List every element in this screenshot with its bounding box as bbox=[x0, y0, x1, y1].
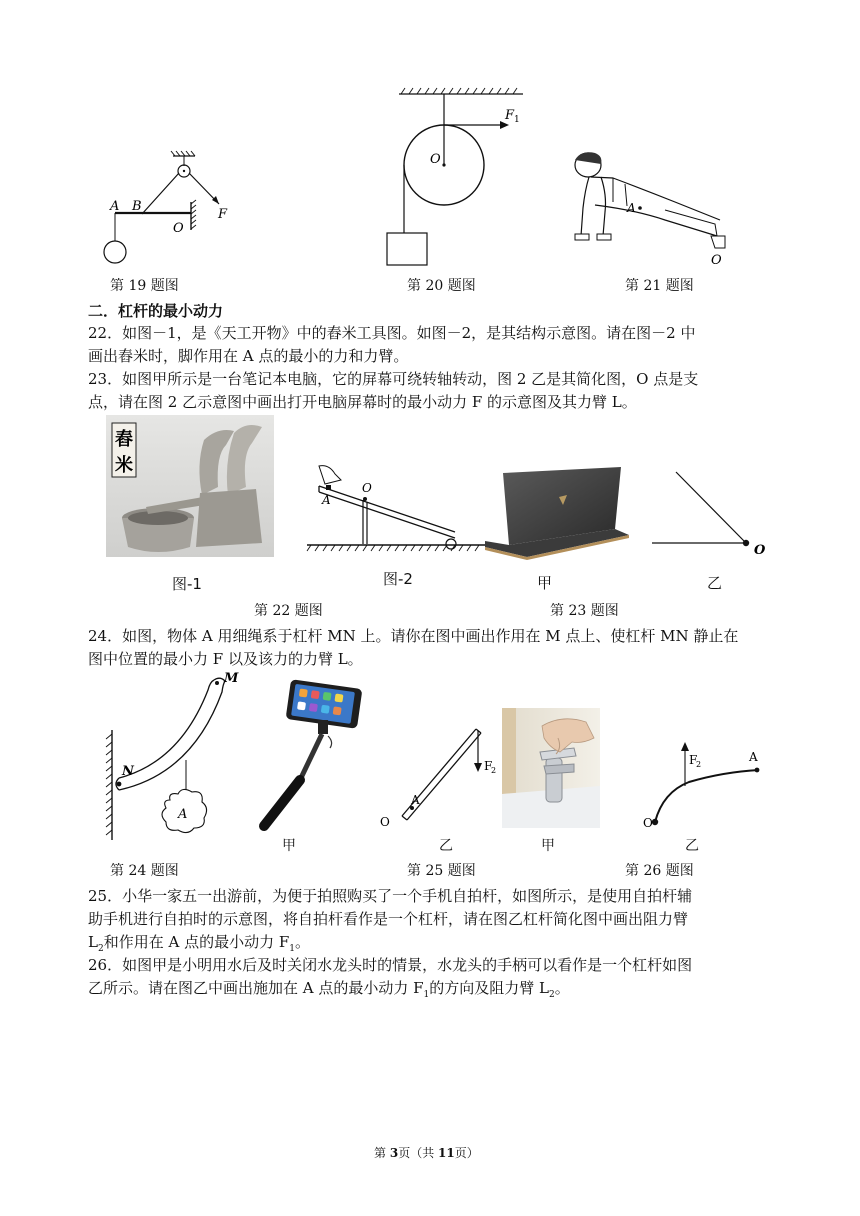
q22-line2: 画出舂米时，脚作用在 A 点的最小的力和力臂。 bbox=[88, 347, 409, 365]
fig2-label: 图-2 bbox=[383, 570, 413, 588]
q21-label-o: O bbox=[711, 253, 722, 268]
q19-label-b: B bbox=[132, 199, 142, 214]
q24-label-a: A bbox=[178, 807, 188, 822]
figure-q24 bbox=[100, 672, 240, 844]
figure-q20 bbox=[385, 85, 535, 270]
q25-caption: 第 25 题图 bbox=[407, 863, 476, 879]
q25-yi-label: 乙 bbox=[439, 838, 453, 854]
q20-label-f1-sub: 1 bbox=[514, 115, 520, 125]
q25-f1-sub: 1 bbox=[289, 944, 295, 954]
q25-jia-label: 甲 bbox=[282, 838, 296, 854]
q23-yi-o: O bbox=[754, 543, 766, 558]
q24-line2: 图中位置的最小力 F 以及该力的力臂 L。 bbox=[88, 650, 363, 668]
q26-l2-sub: 2 bbox=[549, 990, 555, 1000]
fig1-stamp-top: 舂 bbox=[115, 429, 133, 450]
q26-line2 bbox=[88, 977, 570, 1007]
figure-laptop bbox=[483, 465, 631, 560]
fig2-label-a: A bbox=[322, 493, 331, 507]
q24-label-n: N bbox=[122, 764, 134, 779]
q26-yi-label: 乙 bbox=[685, 838, 699, 854]
q23-yi-label: 乙 bbox=[707, 574, 723, 592]
q25-label-f2-sub: 2 bbox=[491, 766, 497, 775]
q26-caption: 第 26 题图 bbox=[625, 863, 694, 879]
page-footer bbox=[374, 1144, 479, 1161]
figure-q19 bbox=[95, 150, 255, 275]
q20-label-o: O bbox=[430, 152, 441, 167]
q19-label-a: A bbox=[110, 199, 120, 214]
q20-caption: 第 20 题图 bbox=[407, 278, 476, 294]
q19-caption: 第 19 题图 bbox=[110, 278, 179, 294]
q19-label-f: F bbox=[218, 207, 228, 222]
figure-q25-photo bbox=[238, 678, 366, 836]
figure-q25-simplified bbox=[374, 722, 497, 832]
figure-2 bbox=[305, 462, 490, 562]
footer-post: 页） bbox=[454, 1146, 479, 1160]
figure-1-photo bbox=[106, 415, 274, 557]
q23-jia-label: 甲 bbox=[537, 574, 553, 592]
q24-label-m: M bbox=[224, 671, 239, 686]
q23-caption: 第 23 题图 bbox=[550, 603, 619, 619]
q22-caption: 第 22 题图 bbox=[254, 603, 323, 619]
q20-label-f1: F bbox=[505, 108, 515, 123]
q22-line1: 22．如图－1，是《天工开物》中的舂米工具图。如图－2，是其结构示意图。请在图－2 中 bbox=[88, 324, 696, 342]
q26-label-f2-sub: 2 bbox=[696, 760, 702, 769]
q23-line2: 点，请在图 2 乙示意图中画出打开电脑屏幕时的最小动力 F 的示意图及其力臂 L。 bbox=[88, 393, 637, 411]
q26-line2-mid: 的方向及阻力臂 L bbox=[429, 979, 550, 997]
footer-pre: 第 bbox=[374, 1146, 390, 1160]
q24-line1: 24．如图，物体 A 用细绳系于杠杆 MN 上。请你在图中画出作用在 M 点上、使杠杆 MN 静止在 bbox=[88, 627, 739, 645]
section-title: 二．杠杆的最小动力 bbox=[88, 302, 224, 320]
q26-line2-start: 乙所示。请在图乙中画出施加在 A 点的最小动力 F bbox=[88, 979, 424, 997]
figure-q26-photo bbox=[502, 708, 600, 828]
q21-label-a: A bbox=[627, 201, 636, 215]
figure-q21 bbox=[565, 150, 740, 270]
q25-label-f2: F bbox=[484, 759, 493, 773]
figure-q26-simplified bbox=[643, 736, 768, 831]
fig1-label: 图-1 bbox=[172, 575, 202, 593]
q25-label-a: A bbox=[411, 793, 420, 807]
footer-mid: 页（共 bbox=[398, 1146, 439, 1160]
q26-line1: 26．如图甲是小明用水后及时关闭水龙头时的情景，水龙头的手柄可以看作是一个杠杆如图 bbox=[88, 956, 693, 974]
q25-l2: L bbox=[88, 933, 98, 951]
q25-l2-sub: 2 bbox=[97, 944, 104, 954]
q25-line3-end: 。 bbox=[294, 933, 310, 951]
q26-f1-sub: 1 bbox=[423, 990, 430, 1000]
q24-caption: 第 24 题图 bbox=[110, 863, 179, 879]
q25-line1: 25．小华一家五一出游前，为便于拍照购买了一个手机自拍杆，如图所示，是使用自拍杆辅 bbox=[88, 887, 693, 905]
q21-caption: 第 21 题图 bbox=[625, 278, 694, 294]
q26-label-a: A bbox=[749, 750, 758, 764]
q23-line1: 23．如图甲所示是一台笔记本电脑，它的屏幕可绕转轴转动，图 2 乙是其简化图，O 点是支 bbox=[88, 370, 699, 388]
fig1-stamp-bottom: 米 bbox=[115, 455, 133, 476]
q19-label-o: O bbox=[173, 221, 184, 236]
q26-label-o: O bbox=[643, 816, 653, 830]
q26-jia-label: 甲 bbox=[541, 838, 555, 854]
q25-line3-mid: 和作用在 A 点的最小动力 F bbox=[103, 933, 290, 951]
q25-label-o: O bbox=[380, 815, 390, 829]
figure-laptop-simplified bbox=[648, 470, 768, 565]
footer-total-pages: 11 bbox=[438, 1146, 455, 1160]
q26-line2-end: 。 bbox=[554, 979, 570, 997]
fig2-label-o: O bbox=[362, 481, 372, 495]
q26-label-f2: F bbox=[689, 753, 698, 767]
footer-page-number: 3 bbox=[389, 1146, 399, 1160]
q25-line2: 助手机进行自拍时的示意图，将自拍杆看作是一个杠杆，请在图乙杠杆简化图中画出阻力臂 bbox=[88, 910, 689, 928]
